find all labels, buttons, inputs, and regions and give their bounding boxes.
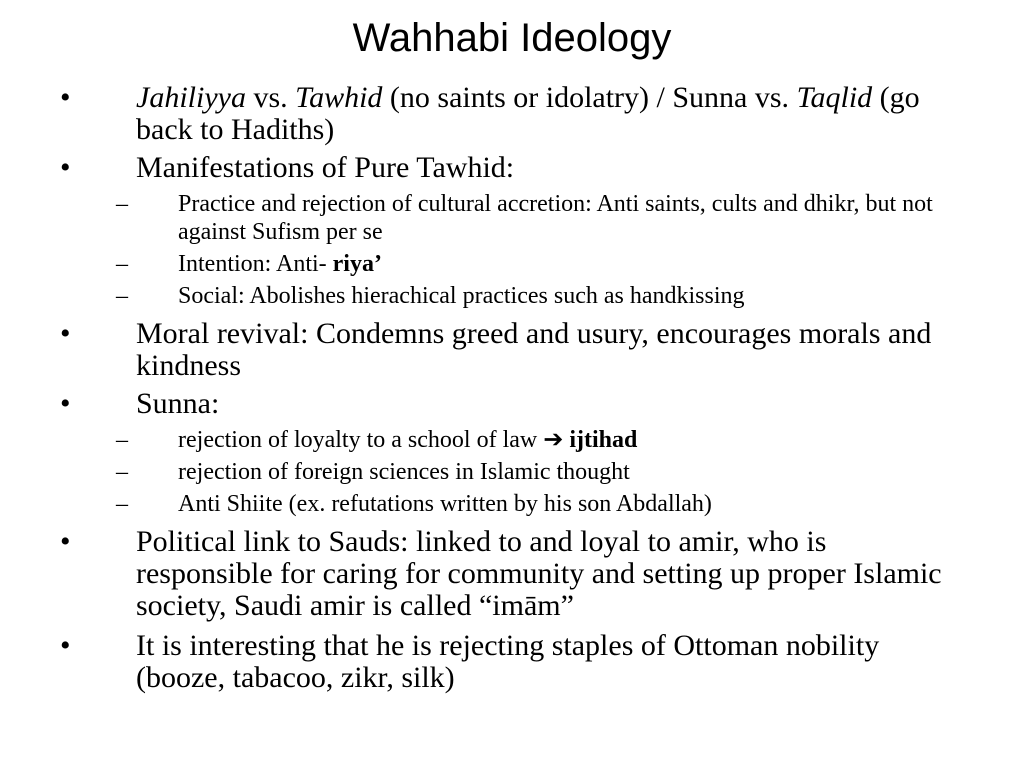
- bullet-text: Sunna:: [136, 387, 220, 420]
- bullet-icon: •: [60, 525, 71, 558]
- sub-bullet-text: [178, 250, 968, 278]
- bullet-text: Moral revival: Condemns greed and usury, encourages morals and kindness: [136, 317, 932, 382]
- dash-icon: –: [116, 191, 128, 217]
- bullet-text: Manifestations of Pure Tawhid:: [136, 151, 515, 184]
- sub-bullet-text: Social: Abolishes hierachical practices such as handkissing: [178, 283, 745, 309]
- sub-bullet-text: [178, 426, 968, 454]
- bullet-item: [0, 526, 1024, 622]
- text-fragment: vs.: [245, 81, 296, 114]
- bullet-item: [0, 152, 1024, 184]
- sub-bullet-text: rejection of foreign sciences in Islamic thought: [178, 459, 630, 485]
- bullet-text: Political link to Sauds: linked to and loyal to amir, who is responsible for caring for community and setting up proper Islamic society, Saudi amir is called “imām”: [136, 525, 942, 622]
- dash-icon: –: [116, 491, 128, 517]
- bullet-item: [0, 630, 1024, 694]
- text-fragment: (go back to Hadiths): [136, 81, 920, 146]
- text-fragment: (no saints or idolatry) / Sunna vs.: [382, 81, 797, 114]
- text-fragment: Intention: Anti-: [178, 251, 333, 277]
- sub-bullet-text: Practice and rejection of cultural accretion: Anti saints, cults and dhikr, but not against Sufism per se: [178, 191, 933, 245]
- sub-bullet-item: [0, 458, 1024, 486]
- term-tawhid: Tawhid: [295, 81, 383, 114]
- bullet-item: [0, 82, 1024, 146]
- sub-bullet-item: [0, 250, 1024, 278]
- bullet-icon: •: [60, 387, 71, 420]
- sub-bullet-item: [0, 190, 1024, 246]
- term-taqlid: Taqlid: [796, 81, 873, 114]
- sub-bullet-item: [0, 282, 1024, 310]
- sub-bullet-item: [0, 490, 1024, 518]
- term-riya: riya’: [332, 251, 382, 277]
- sub-bullet-item: [0, 426, 1024, 454]
- dash-icon: –: [116, 283, 128, 309]
- text-fragment: rejection of loyalty to a school of law: [178, 427, 544, 453]
- slide-title: Wahhabi Ideology: [352, 16, 672, 60]
- arrow-right-icon: ➔: [543, 427, 564, 453]
- bullet-text: It is interesting that he is rejecting staples of Ottoman nobility (booze, tabacoo, zikr, silk): [136, 629, 880, 694]
- bullet-item: [0, 318, 1024, 382]
- bullet-text: [136, 82, 966, 146]
- dash-icon: –: [116, 427, 128, 453]
- bullet-icon: •: [60, 81, 71, 114]
- bullet-icon: •: [60, 151, 71, 184]
- dash-icon: –: [116, 459, 128, 485]
- slide-body: [0, 78, 1024, 694]
- bullet-icon: •: [60, 317, 71, 350]
- sub-bullet-text: Anti Shiite (ex. refutations written by his son Abdallah): [178, 491, 712, 517]
- term-ijtihad: ijtihad: [569, 427, 638, 453]
- term-jahiliyya: Jahiliyya: [136, 81, 246, 114]
- bullet-icon: •: [60, 629, 71, 662]
- bullet-item: [0, 388, 1024, 420]
- dash-icon: –: [116, 251, 128, 277]
